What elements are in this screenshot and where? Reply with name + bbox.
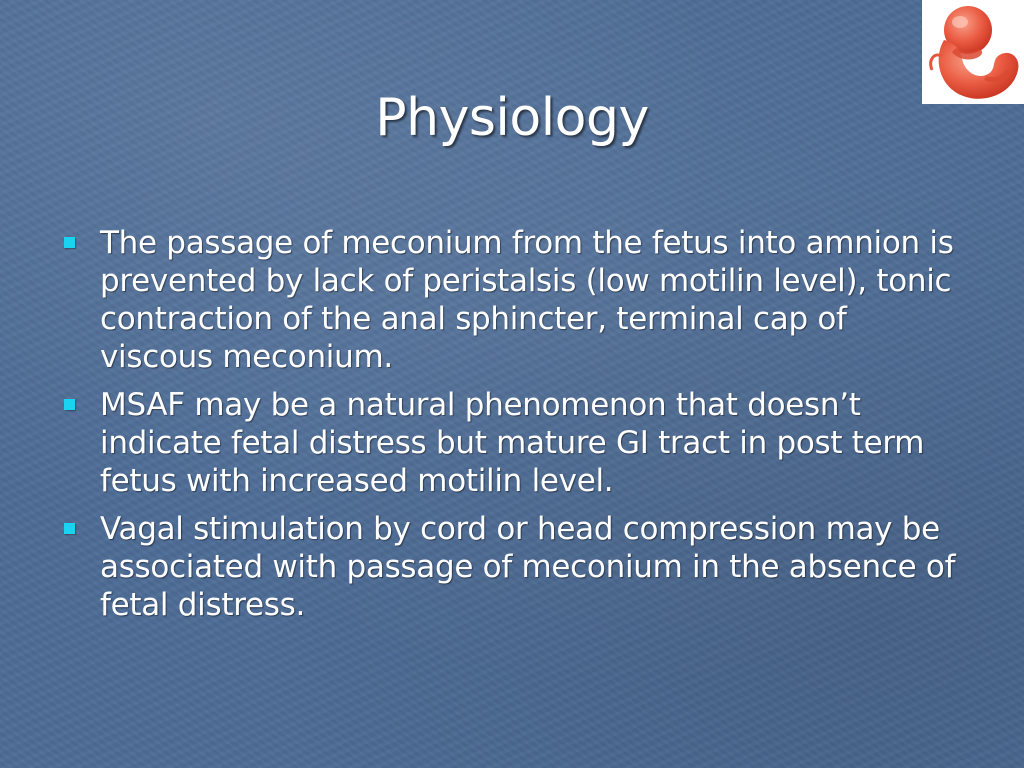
bullet-item <box>60 510 960 624</box>
bullet-text: Vagal stimulation by cord or head compression may be associated with passage of meconium in the absence of fetal distress. <box>100 511 956 623</box>
slide-title: Physiology <box>375 88 649 148</box>
bullet-item <box>60 386 960 500</box>
bullet-item <box>60 224 960 376</box>
bullet-text: The passage of meconium from the fetus into amnion is prevented by lack of peristalsis (low motilin level), tonic contraction of the anal sphincter, terminal cap of viscous meconium. <box>100 225 954 375</box>
bullet-list <box>60 224 960 634</box>
bullet-text: MSAF may be a natural phenomenon that doesn’t indicate fetal distress but mature GI tract in post term fetus with increased motilin level. <box>100 387 925 499</box>
square-bullet-icon <box>64 237 75 248</box>
square-bullet-icon <box>64 399 75 410</box>
square-bullet-icon <box>64 523 75 534</box>
